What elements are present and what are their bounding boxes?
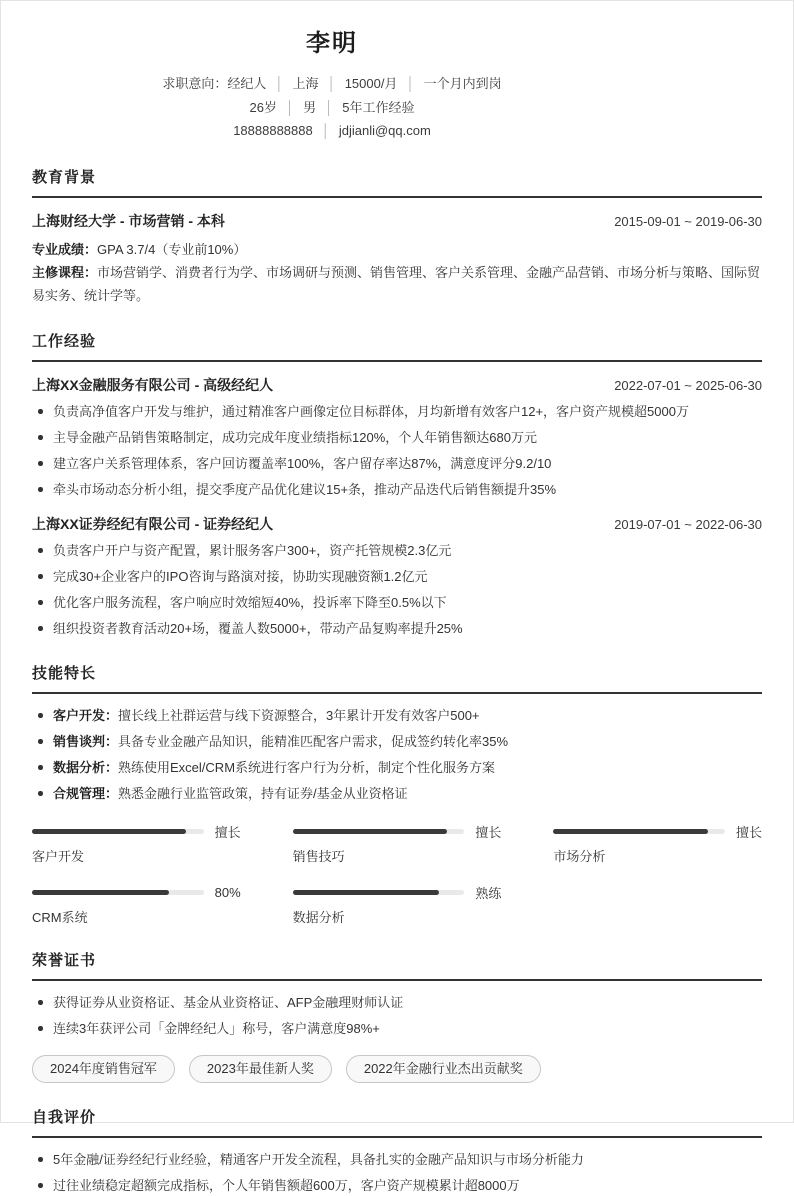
contact-info xyxy=(32,72,632,143)
bullet-text: 负责客户开户与资产配置，累计服务客户300+，资产托管规模2.3亿元 xyxy=(53,542,452,558)
bullet-text: 熟练使用Excel/CRM系统进行客户行为分析，制定个性化服务方案 xyxy=(118,759,496,775)
bullet-text: 熟悉金融行业监管政策，持有证券/基金从业资格证 xyxy=(118,785,408,801)
entry-head xyxy=(32,374,762,397)
entry-date: 2022-07-01 ~ 2025-06-30 xyxy=(614,377,762,393)
entry-head xyxy=(32,210,762,233)
skill-name: CRM系统 xyxy=(32,909,88,925)
bullet-dot-icon xyxy=(38,409,43,414)
bullet-dot-icon xyxy=(38,739,43,744)
contact-separator: │ xyxy=(285,99,295,115)
entry xyxy=(32,374,762,500)
bullet-label: 客户开发： xyxy=(53,707,119,723)
skill-bar-track xyxy=(32,890,204,895)
bullet-text: 组织投资者教育活动20+场，覆盖人数5000+，带动产品复购率提升25% xyxy=(53,620,463,636)
skill-bar-track xyxy=(293,890,465,895)
candidate-name: 李明 xyxy=(306,30,358,57)
bullet-item xyxy=(32,454,762,474)
bullet-dot-icon xyxy=(38,1157,43,1162)
line-label: 专业成绩： xyxy=(32,241,98,257)
skill-bar xyxy=(293,825,502,839)
bullet-dot-icon xyxy=(38,1183,43,1188)
contact-separator: │ xyxy=(321,123,330,139)
contact-item: 一个月内到岗 xyxy=(423,76,502,92)
skill-level-label: 擅长 xyxy=(475,825,502,841)
line-text: 市场营销学、消费者行为学、市场调研与预测、销售管理、客户关系管理、金融产品营销、市场分析与策略、国际贸易实务、统计学等。 xyxy=(32,264,761,303)
bullet-item xyxy=(32,784,762,804)
bullet-item xyxy=(32,428,762,448)
skill-level-label: 80% xyxy=(214,885,241,901)
bullet-dot-icon xyxy=(38,548,43,553)
resume-sections xyxy=(32,166,762,1196)
bullet-item xyxy=(32,593,762,613)
entry-title: 上海XX金融服务有限公司 - 高级经纪人 xyxy=(32,376,274,393)
bullet-text: 获得证券从业资格证、基金从业资格证、AFP金融理财师认证 xyxy=(53,994,404,1010)
skills-grid xyxy=(32,825,762,926)
bullet-text: 5年金融/证券经纪行业经验，精通客户开发全流程，具备扎实的金融产品知识与市场分析能力 xyxy=(53,1151,584,1167)
bullet-dot-icon xyxy=(38,574,43,579)
bullet-text: 具备专业金融产品知识，能精准匹配客户需求，促成签约转化率35% xyxy=(118,733,509,749)
labeled-line xyxy=(32,261,762,307)
skill-item xyxy=(293,825,502,865)
skill-bar-fill xyxy=(293,890,439,895)
bullet-dot-icon xyxy=(38,461,43,466)
contact-separator: │ xyxy=(327,76,336,92)
skill-bar-fill xyxy=(293,829,447,834)
entry xyxy=(32,210,762,307)
contact-item: jdjianli@qq.com xyxy=(338,123,431,139)
skill-item xyxy=(553,825,762,865)
bullet-list xyxy=(32,706,762,804)
line-text: GPA 3.7/4（专业前10%） xyxy=(97,241,247,257)
entry-title: 上海财经大学 - 市场营销 - 本科 xyxy=(32,212,225,229)
bullet-text: 擅长线上社群运营与线下资源整合，3年累计开发有效客户500+ xyxy=(118,707,480,723)
bullet-text: 完成30+企业客户的IPO咨询与路演对接，协助实现融资额1.2亿元 xyxy=(53,568,428,584)
contact-separator: │ xyxy=(275,76,284,92)
bullet-list xyxy=(32,541,762,639)
bullet-text: 过往业绩稳定超额完成指标，个人年销售额超600万，客户资产规模累计超8000万 xyxy=(53,1177,520,1193)
bullet-item xyxy=(32,732,762,752)
contact-separator: │ xyxy=(406,76,415,92)
section-title: 荣誉证书 xyxy=(32,949,762,981)
skill-bar-track xyxy=(293,829,465,834)
contact-line xyxy=(32,119,632,143)
entry xyxy=(32,513,762,639)
skill-level-label: 擅长 xyxy=(214,825,241,841)
contact-line xyxy=(32,96,632,120)
section-experience xyxy=(32,330,762,639)
skill-bar xyxy=(553,825,762,839)
contact-item: 5年工作经验 xyxy=(342,99,415,115)
bullet-text: 主导金融产品销售策略制定，成功完成年度业绩指标120%，个人年销售额达680万元 xyxy=(53,429,537,445)
contact-item: 求职意向：经纪人 xyxy=(162,76,267,92)
skill-bar-track xyxy=(553,829,725,834)
skill-bar-track xyxy=(32,829,204,834)
skill-name: 客户开发 xyxy=(32,848,85,864)
contact-item: 15000/月 xyxy=(344,76,398,92)
bullet-dot-icon xyxy=(38,435,43,440)
skill-item xyxy=(32,886,241,926)
bullet-item xyxy=(32,1150,762,1170)
bullet-item xyxy=(32,1019,762,1039)
bullet-dot-icon xyxy=(38,626,43,631)
award-badge: 2024年度销售冠军 xyxy=(32,1055,175,1083)
skill-name: 销售技巧 xyxy=(292,848,345,864)
bullet-text: 建立客户关系管理体系，客户回访覆盖率100%，客户留存率达87%，满意度评分9.2/10 xyxy=(53,455,552,471)
bullet-text: 负责高净值客户开发与维护，通过精准客户画像定位目标群体，月均新增有效客户12+，客户资产规模超5000万 xyxy=(53,403,689,419)
entry-title: 上海XX证券经纪有限公司 - 证券经纪人 xyxy=(32,515,274,532)
section-honors xyxy=(32,949,762,1083)
line-label: 主修课程： xyxy=(32,264,98,280)
skill-level-label: 擅长 xyxy=(735,825,762,841)
skill-name: 数据分析 xyxy=(292,909,345,925)
bullet-dot-icon xyxy=(38,765,43,770)
section-education xyxy=(32,166,762,307)
entry-head xyxy=(32,513,762,536)
section-title: 自我评价 xyxy=(32,1106,762,1138)
bullet-list xyxy=(32,993,762,1039)
entry-date: 2019-07-01 ~ 2022-06-30 xyxy=(614,516,762,532)
bullet-item xyxy=(32,619,762,639)
contact-item: 上海 xyxy=(292,76,319,92)
skill-bar xyxy=(32,825,241,839)
bullet-dot-icon xyxy=(38,1000,43,1005)
bullet-text: 优化客户服务流程，客户响应时效缩短40%，投诉率下降至0.5%以下 xyxy=(53,594,447,610)
award-badge: 2023年最佳新人奖 xyxy=(189,1055,332,1083)
bullet-item xyxy=(32,1176,762,1196)
bullet-dot-icon xyxy=(38,791,43,796)
bullet-dot-icon xyxy=(38,600,43,605)
section-title: 技能特长 xyxy=(32,662,762,694)
badges-row xyxy=(32,1055,762,1083)
section-self_evaluation xyxy=(32,1106,762,1196)
section-skills xyxy=(32,662,762,926)
bullet-item xyxy=(32,993,762,1013)
skill-level-label: 熟练 xyxy=(475,886,502,902)
skill-bar-fill xyxy=(553,829,707,834)
award-badge: 2022年金融行业杰出贡献奖 xyxy=(346,1055,541,1083)
bullet-label: 数据分析： xyxy=(53,759,119,775)
bullet-list xyxy=(32,1150,762,1196)
section-title: 教育背景 xyxy=(32,166,762,198)
entry-date: 2015-09-01 ~ 2019-06-30 xyxy=(614,213,762,229)
bullet-item xyxy=(32,480,762,500)
bullet-item xyxy=(32,402,762,422)
resume-header xyxy=(32,31,632,143)
skill-name: 市场分析 xyxy=(553,848,606,864)
contact-line xyxy=(32,72,632,96)
bullet-label: 销售谈判： xyxy=(53,733,119,749)
bullet-dot-icon xyxy=(38,487,43,492)
bullet-item xyxy=(32,567,762,587)
skill-item xyxy=(32,825,241,865)
contact-item: 男 xyxy=(303,99,317,115)
labeled-line xyxy=(32,238,762,261)
bullet-text: 牵头市场动态分析小组，提交季度产品优化建议15+条，推动产品迭代后销售额提升35% xyxy=(53,481,557,497)
contact-item: 18888888888 xyxy=(233,123,313,139)
bullet-item xyxy=(32,541,762,561)
skill-bar-fill xyxy=(32,829,186,834)
bullet-dot-icon xyxy=(38,713,43,718)
section-title: 工作经验 xyxy=(32,330,762,362)
bullet-label: 合规管理： xyxy=(53,785,119,801)
bullet-text: 连续3年获评公司「金牌经纪人」称号，客户满意度98%+ xyxy=(53,1020,380,1036)
skill-bar-fill xyxy=(32,890,169,895)
bullet-dot-icon xyxy=(38,1026,43,1031)
contact-item: 26岁 xyxy=(249,99,277,115)
skill-bar xyxy=(293,886,502,900)
bullet-item xyxy=(32,758,762,778)
bullet-list xyxy=(32,402,762,500)
contact-separator: │ xyxy=(325,99,334,115)
skill-bar xyxy=(32,886,241,900)
skill-item xyxy=(293,886,502,926)
bullet-item xyxy=(32,706,762,726)
